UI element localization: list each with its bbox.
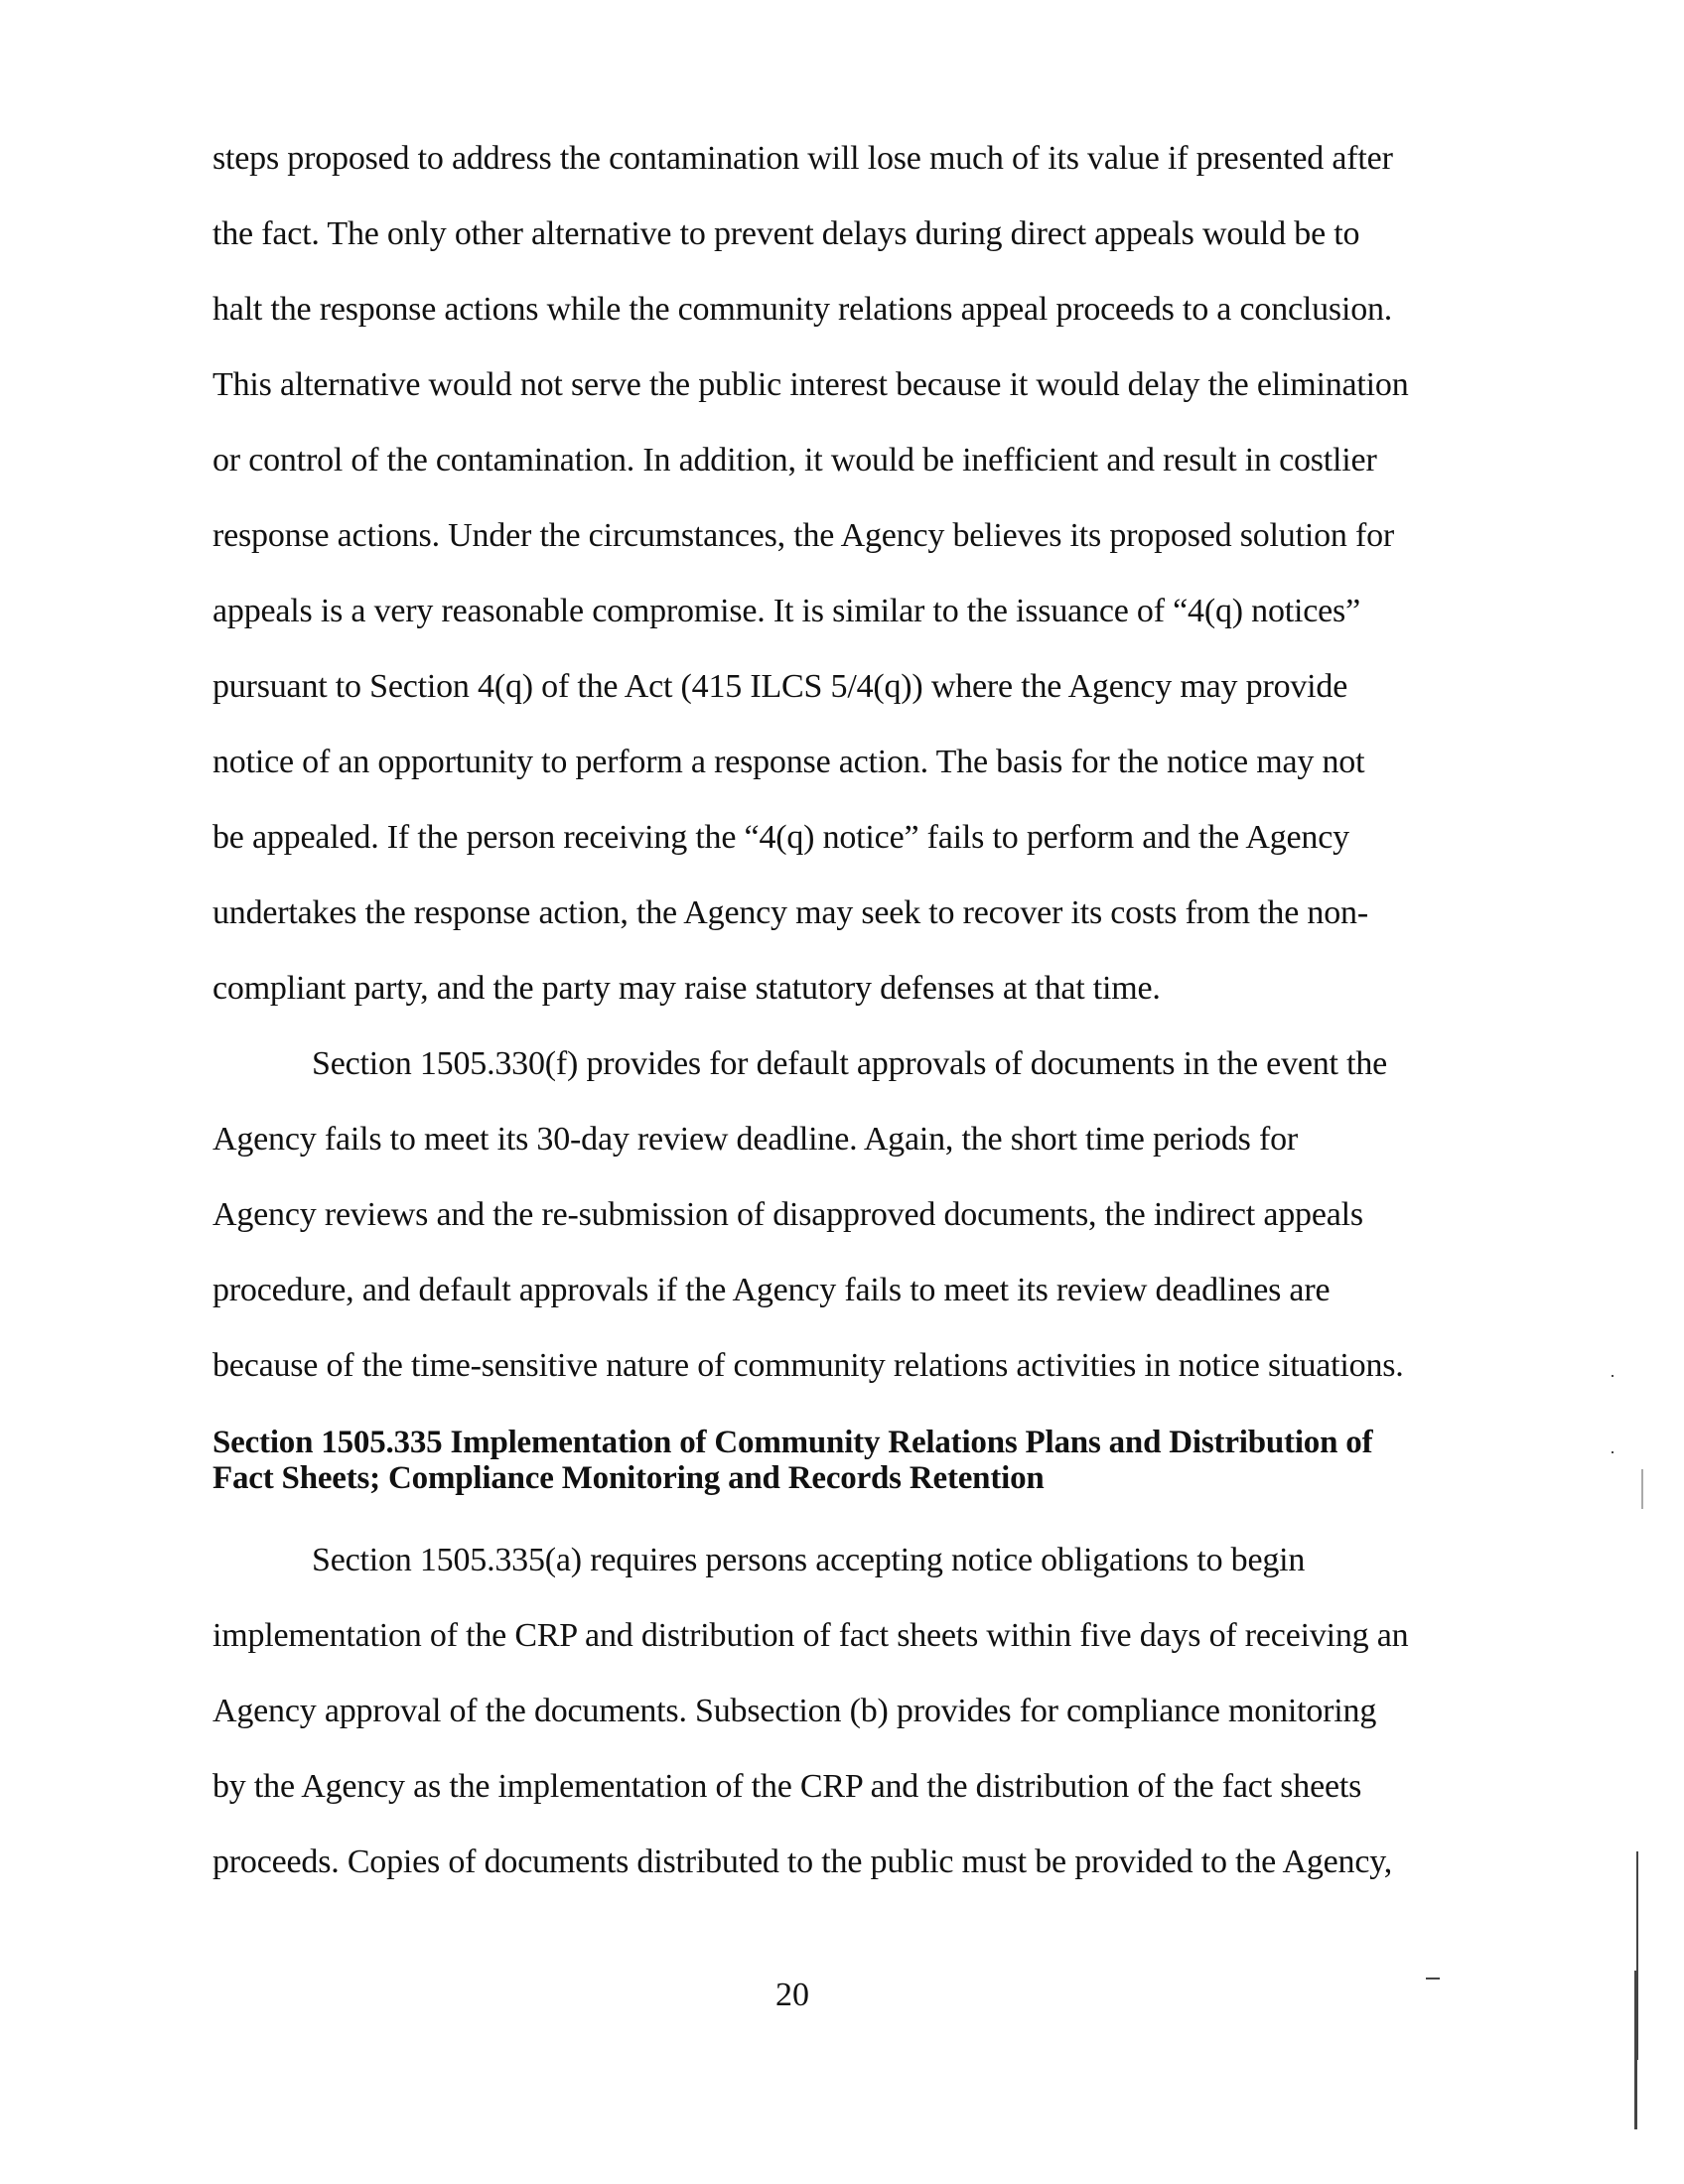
paragraph-line: This alternative would not serve the public interest because it would delay the elimination — [212, 366, 1409, 403]
scan-dot-mark — [1612, 1375, 1614, 1377]
paragraph-line: undertakes the response action, the Agency may seek to recover its costs from the non- — [212, 894, 1368, 931]
paragraph-line: halt the response actions while the community relations appeal proceeds to a conclusion. — [212, 291, 1393, 328]
paragraph-line: Section 1505.335(a) requires persons accepting notice obligations to begin — [312, 1542, 1306, 1578]
scan-dot-mark — [1612, 1451, 1614, 1453]
scan-edge-mark — [1634, 1971, 1637, 2129]
scan-dot-mark — [1641, 1469, 1643, 1509]
section-heading-line: Fact Sheets; Compliance Monitoring and Records Retention — [212, 1460, 1045, 1496]
paragraph-line: compliant party, and the party may raise statutory defenses at that time. — [212, 970, 1161, 1007]
paragraph-line: Section 1505.330(f) provides for default approvals of documents in the event the — [312, 1045, 1388, 1082]
scan-dash-mark — [1426, 1978, 1440, 1979]
paragraph-line: implementation of the CRP and distribution of fact sheets within five days of receiving an — [212, 1617, 1409, 1654]
paragraph-line: be appealed. If the person receiving the “4(q) notice” fails to perform and the Agency — [212, 819, 1349, 856]
page-number: 20 — [775, 1977, 809, 2013]
paragraph-line: appeals is a very reasonable compromise. It is similar to the issuance of “4(q) notices” — [212, 593, 1360, 629]
paragraph-line: notice of an opportunity to perform a response action. The basis for the notice may not — [212, 744, 1365, 780]
paragraph-line: the fact. The only other alternative to prevent delays during direct appeals would be to — [212, 215, 1360, 252]
paragraph-line: by the Agency as the implementation of the CRP and the distribution of the fact sheets — [212, 1768, 1362, 1805]
paragraph-line: Agency reviews and the re-submission of disapproved documents, the indirect appeals — [212, 1196, 1363, 1233]
section-heading-line: Section 1505.335 Implementation of Community Relations Plans and Distribution of — [212, 1425, 1373, 1460]
paragraph-line: because of the time-sensitive nature of community relations activities in notice situations. — [212, 1347, 1404, 1384]
paragraph-line: Agency approval of the documents. Subsection (b) provides for compliance monitoring — [212, 1693, 1377, 1729]
paragraph-line: procedure, and default approvals if the Agency fails to meet its review deadlines are — [212, 1272, 1331, 1308]
paragraph-line: or control of the contamination. In addition, it would be inefficient and result in costlier — [212, 442, 1377, 478]
paragraph-line: Agency fails to meet its 30-day review deadline. Again, the short time periods for — [212, 1121, 1299, 1158]
paragraph-line: pursuant to Section 4(q) of the Act (415 ILCS 5/4(q)) where the Agency may provide — [212, 668, 1348, 705]
paragraph-line: response actions. Under the circumstances, the Agency believes its proposed solution for — [212, 517, 1395, 554]
paragraph-line: steps proposed to address the contamination will lose much of its value if presented after — [212, 140, 1393, 177]
paragraph-line: proceeds. Copies of documents distributed to the public must be provided to the Agency, — [212, 1843, 1393, 1880]
